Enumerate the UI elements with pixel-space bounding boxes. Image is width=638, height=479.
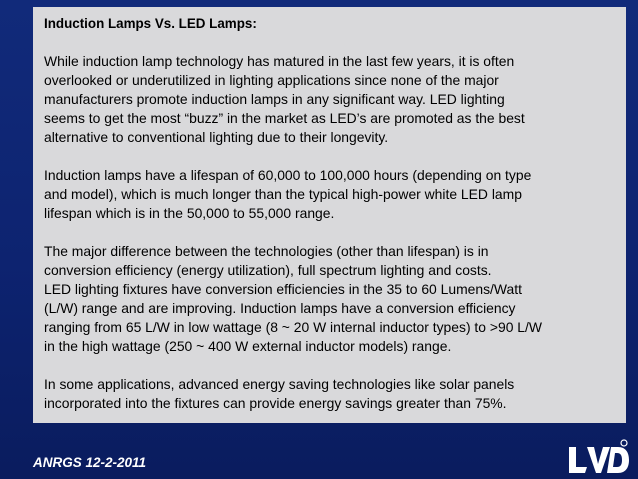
content-panel [33,7,626,423]
text-line: overlooked or underutilized in lighting applications since none of the major [44,72,499,88]
text-line: manufacturers promote induction lamps in any significant way. LED lighting [44,91,505,107]
text-line: In some applications, advanced energy saving technologies like solar panels [44,376,515,392]
text-line: LED lighting fixtures have conversion efficiencies in the 35 to 60 Lumens/Watt [44,281,522,297]
text-line: lifespan which is in the 50,000 to 55,000 range. [44,205,335,221]
paragraph-intro [44,52,616,147]
text-line: incorporated into the fixtures can provide energy savings greater than 75%. [44,395,507,411]
text-line: Induction lamps have a lifespan of 60,000 to 100,000 hours (depending on type [44,167,532,183]
footer-label: ANRGS 12-2-2011 [33,455,147,470]
paragraph-lifespan [44,166,616,223]
text-line: and model), which is much longer than the typical high-power white LED lamp [44,186,522,202]
text-line: (L/W) range and are improving. Induction lamps have a conversion efficiency [44,300,516,316]
paragraph-efficiency [44,242,616,356]
text-line: alternative to conventional lighting due to their longevity. [44,129,389,145]
text-line: While induction lamp technology has matured in the last few years, it is often [44,53,515,69]
lvd-logo [560,438,632,478]
text-line: in the high wattage (250 ~ 400 W external inductor models) range. [44,338,452,354]
slide-heading: Induction Lamps Vs. LED Lamps: [44,16,257,31]
text-line: The major difference between the technologies (other than lifespan) is in [44,243,489,259]
text-line: seems to get the most “buzz” in the market as LED’s are promoted as the best [44,110,525,126]
text-line: conversion efficiency (energy utilization), full spectrum lighting and costs. [44,262,492,278]
text-line: ranging from 65 L/W in low wattage (8 ~ 20 W internal inductor types) to >90 L/W [44,319,542,335]
paragraph-savings [44,375,616,413]
